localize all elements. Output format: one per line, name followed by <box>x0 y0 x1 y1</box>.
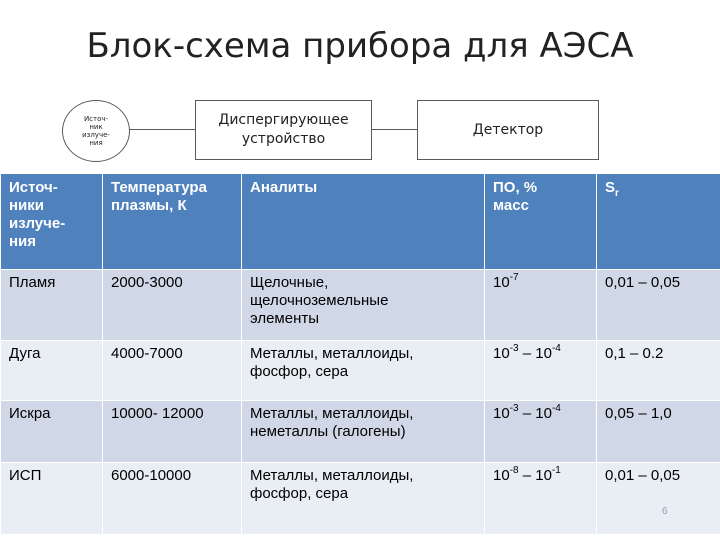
header-detection-limit: ПО, % масс <box>485 174 597 270</box>
cell-analytes: Металлы, металлоиды, фосфор, сера <box>242 341 485 401</box>
dispersing-device-node: Диспергирующее устройство <box>195 100 372 160</box>
cell-sr: 0,01 – 0,05 <box>597 463 720 535</box>
header-sr <box>597 174 720 270</box>
header-sr-letter: S <box>605 179 616 196</box>
page-number: 6 <box>662 506 668 517</box>
cell-analytes: Металлы, металлоиды, неметаллы (галогены) <box>242 401 485 463</box>
lod-base: 10 <box>493 405 510 422</box>
lod-base: 10 <box>535 345 552 362</box>
header-analytes: Аналиты <box>242 174 485 270</box>
lod-exponent: -3 <box>509 343 519 354</box>
cell-sr: 0,01 – 0,05 <box>597 270 720 341</box>
cell-temperature: 10000- 12000 <box>103 401 242 463</box>
cell-sr: 0,1 – 0.2 <box>597 341 720 401</box>
connector-source-to-dispersing <box>129 129 195 130</box>
cell-temperature: 2000-3000 <box>103 270 242 341</box>
cell-analytes: Щелочные, щелочноземельные элементы <box>242 270 485 341</box>
table-row <box>1 401 720 463</box>
lod-exponent: -1 <box>551 465 561 476</box>
lod-exponent: -3 <box>509 403 519 414</box>
lod-base: 10 <box>535 405 552 422</box>
lod-base: 10 <box>535 467 552 484</box>
cell-detection-limit <box>485 270 597 341</box>
table-row <box>1 463 720 535</box>
lod-base: 10 <box>493 467 510 484</box>
lod-base: 10 <box>493 274 510 291</box>
cell-source: Дуга <box>1 341 103 401</box>
lod-exponent: -7 <box>509 272 519 283</box>
cell-analytes: Металлы, металлоиды, фосфор, сера <box>242 463 485 535</box>
lod-exponent: -8 <box>509 465 519 476</box>
detector-node: Детектор <box>417 100 599 160</box>
lod-exponent: -4 <box>551 343 561 354</box>
header-temperature: Температура плазмы, К <box>103 174 242 270</box>
radiation-source-node: Источ- ник излуче- ния <box>62 100 130 162</box>
cell-temperature: 6000-10000 <box>103 463 242 535</box>
cell-source: Пламя <box>1 270 103 341</box>
cell-detection-limit <box>485 341 597 401</box>
cell-source: ИСП <box>1 463 103 535</box>
slide-title: Блок-схема прибора для АЭСА <box>86 26 634 66</box>
table-row <box>1 270 720 341</box>
connector-dispersing-to-detector <box>372 129 417 130</box>
cell-detection-limit <box>485 401 597 463</box>
cell-detection-limit <box>485 463 597 535</box>
cell-temperature: 4000-7000 <box>103 341 242 401</box>
lod-separator: – <box>518 405 536 422</box>
lod-separator: – <box>518 467 536 484</box>
lod-exponent: -4 <box>551 403 561 414</box>
sources-comparison-table <box>0 173 720 535</box>
table-header-row <box>1 174 720 270</box>
header-source: Источ- ники излуче- ния <box>1 174 103 270</box>
header-sr-subscript: r <box>615 188 619 199</box>
cell-sr: 0,05 – 1,0 <box>597 401 720 463</box>
lod-base: 10 <box>493 345 510 362</box>
table-row <box>1 341 720 401</box>
cell-source: Искра <box>1 401 103 463</box>
lod-separator: – <box>518 345 536 362</box>
